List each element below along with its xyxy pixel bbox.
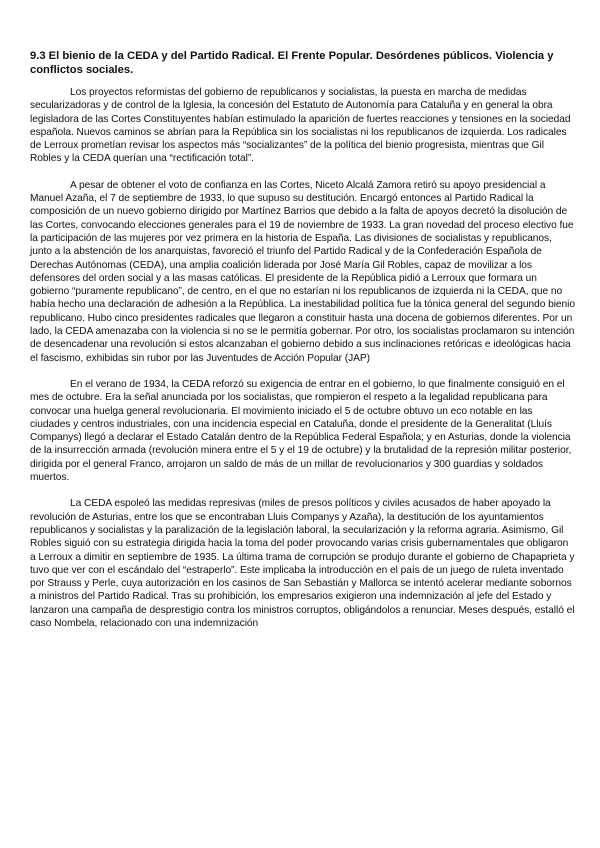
paragraph-2: A pesar de obtener el voto de confianza en las Cortes, Niceto Alcalá Zamora retiró su apoyo presidencial a Manuel Azaña, el 7 de septiembre de 1933, lo que supuso su destitución. Encargó entonces al Partido Radical la composición de un nuevo gobierno dirigido por Martínez Barrios que debido a la falta de apoyos decretó la disolución de las Cortes, convocando elecciones generales para el 19 de noviembre de 1933. La gran novedad del proceso electivo fue la participación de las mujeres por vez primera en la historia de España. Las divisiones de socialistas y republicanos, junto a la abstención de los anarquistas, favoreció el triunfo del Partido Radical y de la Confederación Española de Derechas Autónomas (CEDA), una amplia coalición liderada por José María Gil Robles, capaz de movilizar a los defensores del orden social y a las masas católicas. El presidente de la República pidió a Lerroux que formara un gobierno “puramente republicano”, de centro, en el que no estarían ni los republicanos de izquierda ni la CEDA, que no había hecho una declaración de adhesión a la República. La inestabilidad política fue la tónica general del segundo bienio republicano. Hubo cinco presidentes radicales que llegaron a constituir hasta una docena de gobiernos diferentes. Por un lado, la CEDA amenazaba con la violencia si no se le permitía gobernar. Por otro, los socialistas proclamaron su intención de desencadenar una revolución si estos alcanzaban el gobierno debido a sus inclinaciones retóricas e ideológicas hacia el fascismo, exhibidas sin rubor por las Juventudes de Acción Popular (JAP) bbox=[30, 179, 575, 364]
document-page bbox=[30, 50, 575, 643]
paragraph-1: Los proyectos reformistas del gobierno de republicanos y socialistas, la puesta en marcha de medidas secularizadoras y de control de la Iglesia, la concesión del Estatuto de Autonomía para Cataluña y en general la obra legisladora de las Cortes Constituyentes habían estimulado la aparición de fuertes reacciones y tensiones en la sociedad española. Nuevos caminos se abrían para la República sin los socialistas ni los republicanos de izquierda. Los radicales de Lerroux prometían revisar los aspectos más “socializantes” de la política del bienio progresista, mientras que Gil Robles y la CEDA querían una “rectificación total”. bbox=[30, 87, 571, 165]
section-title: 9.3 El bienio de la CEDA y del Partido Radical. El Frente Popular. Desórdenes públicos. Violencia y conflictos sociales. bbox=[30, 50, 554, 76]
paragraph-4: La CEDA espoleó las medidas represivas (miles de presos políticos y civiles acusados de haber apoyado la revolución de Asturias, entre los que se encontraban Lluis Companys y Azaña), la destitución de los ayuntamientos republicanos y socialistas y la paralización de la legislación laboral, la secularización y la reforma agraria. Asimismo, Gil Robles siguió con su estrategia dirigida hacia la toma del poder provocando varias crisis gubernamentales que obligaron a Lerroux a dimitir en septiembre de 1935. La última trama de corrupción se produjo durante el gobierno de Chapaprieta y tuvo que ver con el escándalo del “estraperlo”. Este implicaba la introducción en el país de un juego de ruleta inventado por Strauss y Perle, cuya autorización en los casinos de San Sebastián y Mallorca se intentó acelerar mediante sobornos a ministros del Partido Radical. Tras su prohibición, los empresarios exigieron una indemnización al jefe del Estado y lanzaron una campaña de desprestigio contra los ministros corruptos, obligándolos a renunciar. Meses después, estalló el caso Nombela, relacionado con una indemnización bbox=[30, 498, 575, 629]
paragraph-3: En el verano de 1934, la CEDA reforzó su exigencia de entrar en el gobierno, lo que finalmente consiguió en el mes de octubre. Era la señal anunciada por los socialistas, que rompieron el respeto a la legalidad republicana para convocar una huelga general revolucionaria. El movimiento iniciado el 5 de octubre obtuvo un eco notable en las ciudades y centros industriales, con una incidencia especial en Cataluña, donde el presidente de la Generalitat (Lluís Companys) llegó a declarar el Estado Catalán dentro de la República Federal Española; y en Asturias, donde la violencia de la insurrección armada (revolución minera entre el 5 y el 19 de octubre) y la brutalidad de la represión militar posterior, dirigida por el general Franco, arrojaron un saldo de más de un millar de revolucionarios y 300 guardias y soldados muertos. bbox=[30, 378, 572, 484]
